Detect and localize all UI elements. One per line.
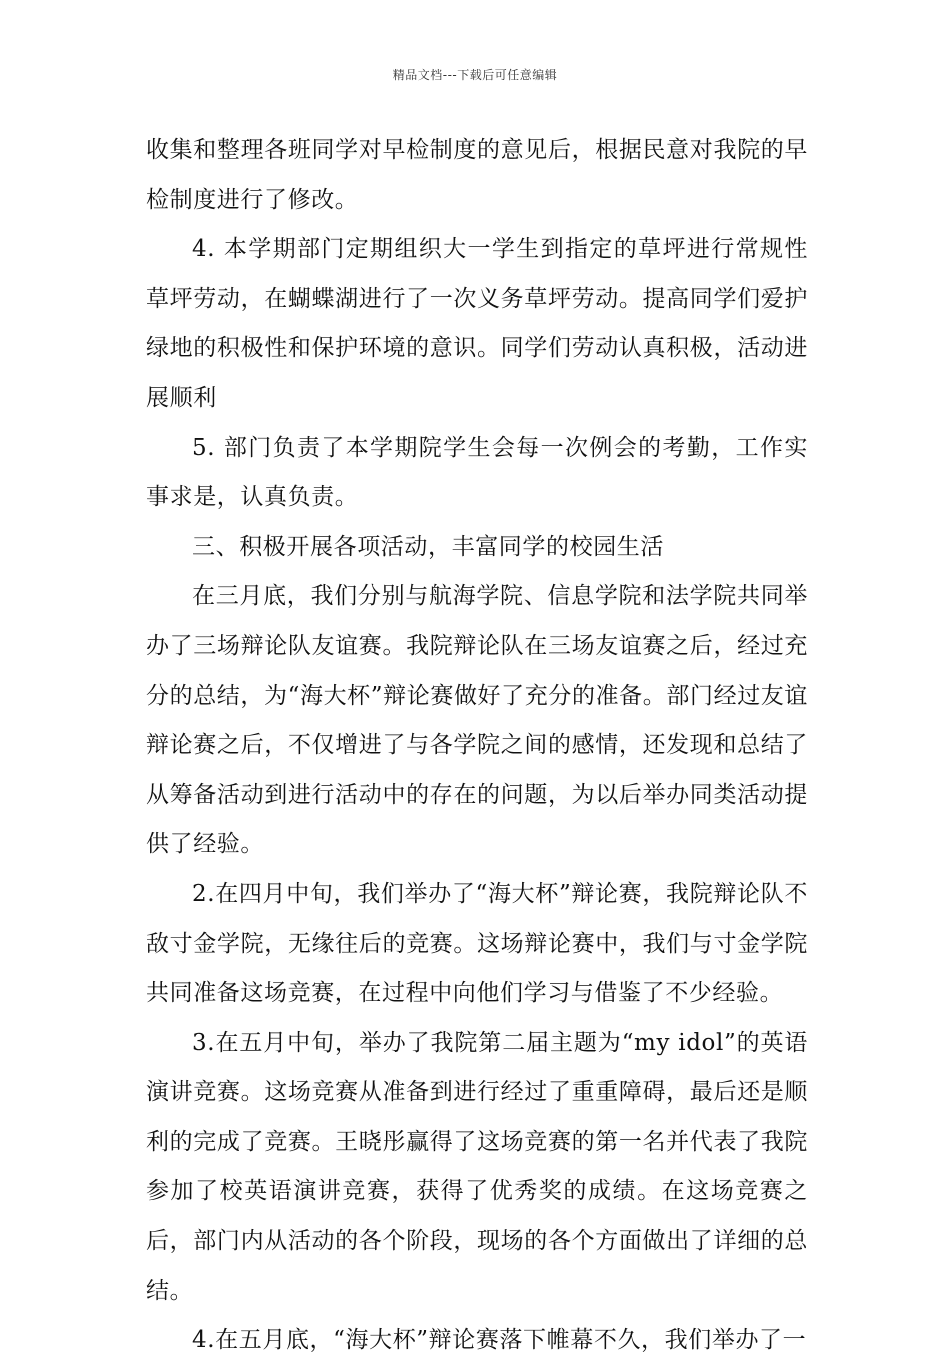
paragraph: 4. 本学期部门定期组织大一学生到指定的草坪进行常规性草坪劳动，在蝴蝶湖进行了一次义务草坪劳动。提高同学们爱护绿地的积极性和保护环境的意识。同学们劳动认真积极，活动进展顺利 <box>146 236 808 411</box>
document-body <box>146 126 808 1366</box>
paragraph: 收集和整理各班同学对早检制度的意见后，根据民意对我院的早检制度进行了修改。 <box>146 137 808 213</box>
section-heading: 三、积极开展各项活动，丰富同学的校园生活 <box>192 533 664 560</box>
paragraph: 5. 部门负责了本学期院学生会每一次例会的考勤，工作实事求是，认真负责。 <box>146 434 808 511</box>
page-header: 精品文档---下载后可任意编辑 <box>392 68 558 82</box>
paragraph: 3.在五月中旬，举办了我院第二届主题为“my idol”的英语演讲竞赛。这场竞赛从准备到进行经过了重重障碍，最后还是顺利的完成了竞赛。王晓彤赢得了这场竞赛的第一名并代表了我院参加了校英语演讲竞赛，获得了优秀奖的成绩。在这场竞赛之后，部门内从活动的各个阶段，现场的各个方面做出了详细的总结。 <box>146 1029 808 1304</box>
paragraph: 4.在五月底，“海大杯”辩论赛落下帷幕不久，我们举办了一 <box>192 1327 807 1354</box>
paragraph: 在三月底，我们分别与航海学院、信息学院和法学院共同举办了三场辩论队友谊赛。我院辩论队在三场友谊赛之后，经过充分的总结，为“海大杯”辩论赛做好了充分的准备。部门经过友谊辩论赛之后，不仅增进了与各学院之间的感情，还发现和总结了从筹备活动到进行活动中的存在的问题，为以后举办同类活动提供了经验。 <box>146 583 808 858</box>
paragraph: 2.在四月中旬，我们举办了“海大杯”辩论赛，我院辩论队不敌寸金学院，无缘往后的竞赛。这场辩论赛中，我们与寸金学院共同准备这场竞赛，在过程中向他们学习与借鉴了不少经验。 <box>146 880 808 1007</box>
